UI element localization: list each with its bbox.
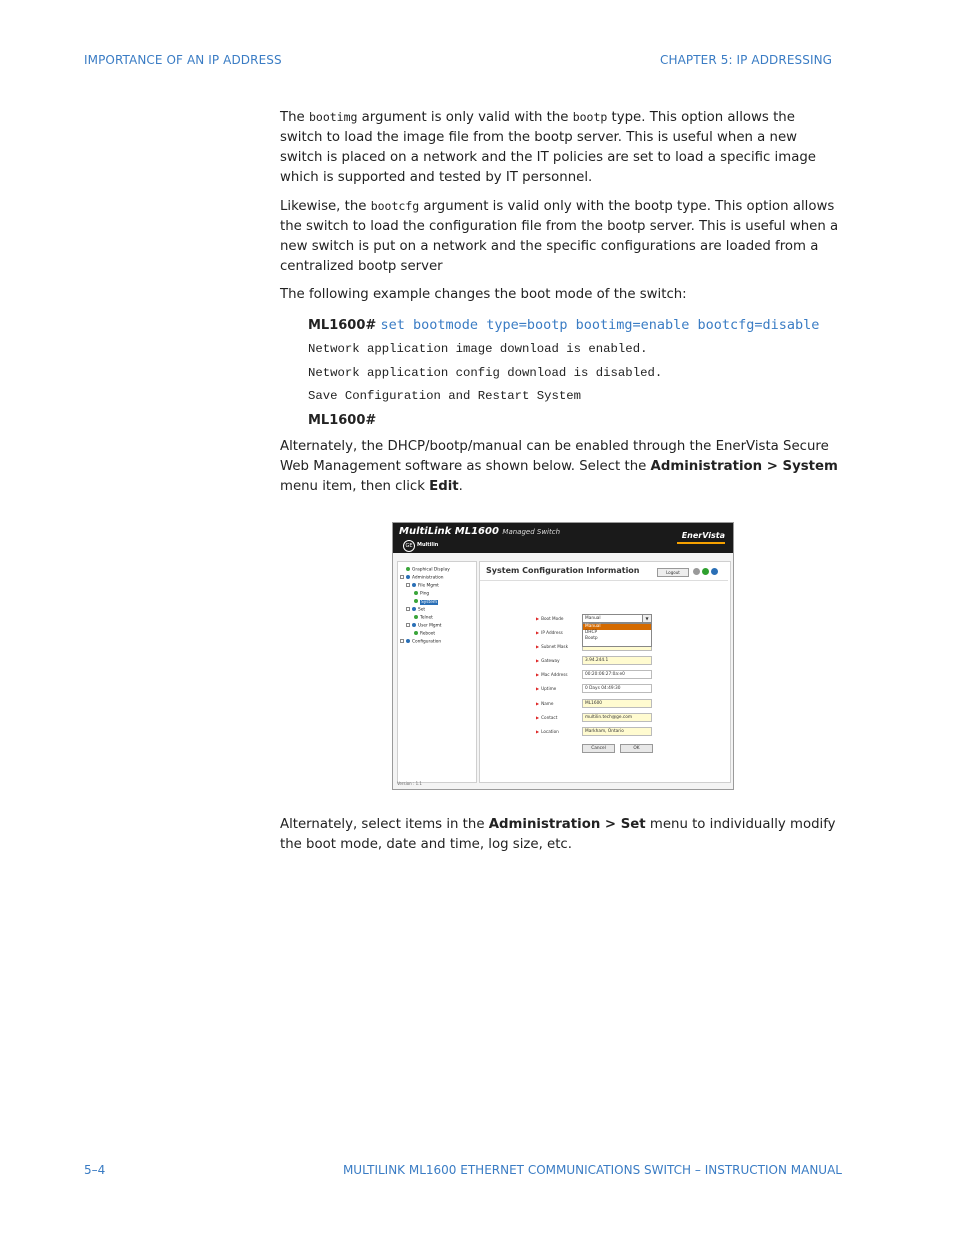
node-icon	[412, 607, 416, 611]
location-field[interactable]: Markham, Ontario	[582, 727, 652, 736]
tree-item-graphical-display[interactable]: Graphical Display	[406, 567, 450, 574]
tree-item-reboot[interactable]: Reboot	[414, 631, 435, 638]
label-subnet-mask: ▶ Subnet Mask	[536, 644, 569, 649]
label-mac-address: ▶ Mac Address	[536, 672, 568, 677]
name-field[interactable]: ML1600	[582, 699, 652, 708]
ok-button[interactable]: OK	[620, 744, 653, 753]
cli-output-1: Network application image download is enabled.	[308, 342, 648, 356]
footer-manual-title: MULTILINK ML1600 ETHERNET COMMUNICATIONS SWITCH – INSTRUCTION MANUAL	[342, 1163, 842, 1177]
expand-icon[interactable]	[406, 623, 410, 627]
cli-prompt-end: ML1600#	[308, 412, 377, 428]
paragraph-bootimg	[280, 107, 840, 188]
logout-button[interactable]: Logout	[657, 568, 689, 577]
web-management-screenshot	[392, 522, 734, 790]
tree-item-telnet[interactable]: Telnet	[414, 615, 433, 622]
tree-item-file-mgmt[interactable]: File Mgmt	[406, 583, 439, 590]
label-contact: ▶ Contact	[536, 715, 558, 720]
chevron-down-icon[interactable]: ▼	[642, 615, 651, 622]
tree-item-user-mgmt[interactable]: User Mgmt	[406, 623, 441, 630]
command-line	[308, 313, 840, 338]
cli-prompt: ML1600#	[308, 318, 377, 333]
paragraph-bootcfg	[280, 196, 840, 277]
node-icon	[406, 567, 410, 571]
text-run: .	[458, 478, 463, 494]
label-location: ▶ Location	[536, 729, 559, 734]
contact-field[interactable]: multilin.tech@ge.com	[582, 713, 652, 722]
help-icon[interactable]	[711, 568, 718, 575]
node-icon	[406, 639, 410, 643]
label-uptime: ▶ Uptime	[536, 686, 557, 691]
config-panel	[479, 561, 731, 783]
text-run: Likewise, the	[280, 199, 371, 214]
node-icon	[412, 623, 416, 627]
tree-item-ping[interactable]: Ping	[414, 591, 429, 598]
version-label: Version : 1.1	[397, 781, 422, 786]
uptime-field: 0 Days 04:49:30	[582, 684, 652, 693]
code-bootp: bootp	[572, 110, 608, 124]
enervista-logo: EnerVista	[681, 531, 725, 540]
text-run: type. This option allows the switch to load the image file from the bootp server. This is useful when a new switch is placed on a network and the IT policies are set to load a specific image which is supported and tested by IT personnel.	[280, 110, 816, 185]
command-line-end	[308, 409, 840, 433]
label-ip-address: ▶ IP Address	[536, 630, 563, 635]
paragraph-web-management	[280, 437, 840, 497]
text-run: menu to individually modify the boot mode, date and time, log size, etc.	[280, 817, 836, 852]
tree-item-system[interactable]: System	[414, 599, 438, 606]
edit-label: Edit	[429, 478, 459, 494]
boot-mode-options[interactable]	[582, 623, 652, 647]
text-run: Alternately, the DHCP/bootp/manual can be enabled through the EnerVista Secure Web Management software as shown below. Select the	[280, 438, 829, 474]
header-section-title: IMPORTANCE OF AN IP ADDRESS	[84, 53, 282, 67]
nav-tree	[397, 561, 477, 783]
expand-icon[interactable]	[406, 607, 410, 611]
panel-divider	[480, 580, 728, 581]
print-icon[interactable]	[693, 568, 700, 575]
menu-path-set: Administration > Set	[488, 817, 646, 832]
text-run: argument is valid only with the bootp type. This option allows the switch to load the configuration file from the bootp server. This is useful when a new switch is put on a network and the specific configurations are loaded from a centralized bootp server	[280, 199, 839, 274]
expand-icon[interactable]	[406, 583, 410, 587]
paragraph-example-intro: The following example changes the boot mode of the switch:	[280, 287, 687, 302]
gateway-field[interactable]: 3.94.244.1	[582, 656, 652, 665]
company-name: Multilin	[417, 542, 439, 548]
header-chapter-title: CHAPTER 5: IP ADDRESSING	[660, 53, 833, 67]
cancel-button[interactable]: Cancel	[582, 744, 615, 753]
tree-item-set[interactable]: Set	[406, 607, 425, 614]
collapse-icon[interactable]	[400, 575, 404, 579]
brand-logo: MultiLink ML1600 Managed Switch	[399, 526, 561, 537]
expand-icon[interactable]	[400, 639, 404, 643]
code-bootimg: bootimg	[308, 110, 358, 124]
boot-mode-select[interactable]: Manual ▼	[582, 614, 652, 623]
paragraph-admin-set	[280, 815, 840, 855]
ge-logo-icon: GE	[403, 540, 415, 552]
node-icon	[414, 599, 418, 603]
option-bootp[interactable]: Bootp	[585, 636, 598, 641]
main-text-upper	[280, 107, 840, 505]
cli-output-3: Save Configuration and Restart System	[308, 389, 582, 403]
menu-path-system: Administration > System	[650, 458, 838, 474]
text-run: Alternately, select items in the	[280, 817, 489, 832]
label-boot-mode: ▶ Boot Mode	[536, 616, 564, 621]
text-run: menu item, then click	[280, 478, 430, 494]
app-banner	[393, 523, 733, 553]
main-text-lower	[280, 815, 840, 863]
tree-item-configuration[interactable]: Configuration	[400, 639, 441, 646]
node-icon	[406, 575, 410, 579]
node-icon	[414, 591, 418, 595]
node-icon	[412, 583, 416, 587]
mac-address-field: 00:20:06:27:0a:e0	[582, 670, 652, 679]
option-dhcp[interactable]: DHCP	[585, 630, 598, 635]
enervista-underline	[677, 542, 725, 544]
save-icon[interactable]	[702, 568, 709, 575]
cli-output-2: Network application config download is disabled.	[308, 365, 663, 380]
node-icon	[414, 631, 418, 635]
tree-item-administration[interactable]: Administration	[400, 575, 443, 582]
text-run: The	[280, 110, 309, 125]
option-manual[interactable]: Manual	[583, 624, 651, 630]
cli-command: set bootmode type=bootp bootimg=enable bootcfg=disable	[380, 317, 820, 333]
label-name: ▶ Name	[536, 701, 554, 706]
label-gateway: ▶ Gateway	[536, 658, 560, 663]
code-bootcfg: bootcfg	[370, 199, 420, 213]
text-run: argument is only valid with the	[357, 110, 573, 125]
footer-page-number: 5–4	[84, 1163, 106, 1177]
panel-title: System Configuration Information	[486, 566, 640, 575]
node-icon	[414, 615, 418, 619]
